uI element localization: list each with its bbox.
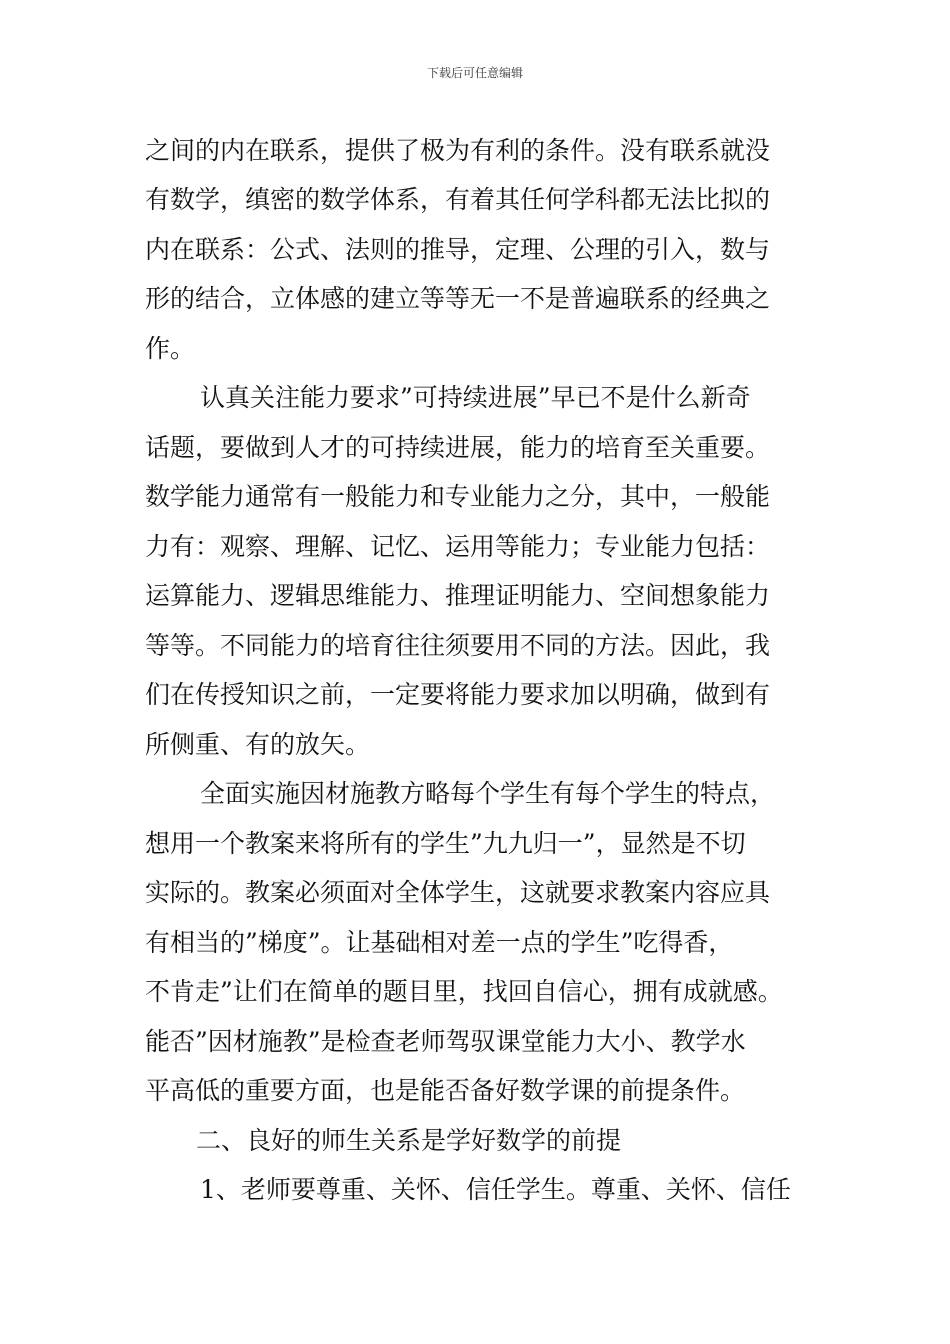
paragraph-start-line: 认真关注能力要求”可持续进展”早已不是什么新奇: [200, 383, 751, 412]
text-line: 话题，要做到人才的可持续进展，能力的培育至关重要。: [145, 433, 771, 462]
text-line: 之间的内在联系，提供了极为有利的条件。没有联系就没: [145, 136, 771, 165]
text-line: 形的结合，立体感的建立等等无一不是普遍联系的经典之: [145, 284, 771, 313]
text-line: 等等。不同能力的培育往往须要用不同的方法。因此，我: [145, 631, 771, 660]
text-line: 所侧重、有的放矢。: [145, 730, 371, 759]
paragraph-start-line: 1、老师要尊重、关怀、信任学生。尊重、关怀、信任: [200, 1175, 791, 1204]
page-header: 下载后可任意编辑: [426, 66, 523, 80]
section-heading: 二、良好的师生关系是学好数学的前提: [196, 1126, 622, 1155]
text-line: 力有：观察、理解、记忆、运用等能力；专业能力包括：: [145, 532, 771, 561]
text-line: 运算能力、逻辑思维能力、推理证明能力、空间想象能力: [145, 581, 771, 610]
text-line: 作。: [145, 334, 196, 363]
text-line: 不肯走”让们在简单的题目里，找回自信心，拥有成就感。: [145, 977, 783, 1006]
text-line: 想用一个教案来将所有的学生”九九归一”，显然是不切: [145, 829, 746, 858]
text-line: 数学能力通常有一般能力和专业能力之分，其中，一般能: [145, 482, 771, 511]
text-line: 们在传授知识之前，一定要将能力要求加以明确，做到有: [145, 680, 771, 709]
text-line: 有相当的”梯度”。让基础相对差一点的学生”吃得香，: [145, 928, 734, 957]
text-line: 平高低的重要方面，也是能否备好数学课的前提条件。: [145, 1076, 746, 1105]
text-line: 有数学，缜密的数学体系，有着其任何学科都无法比拟的: [145, 185, 771, 214]
text-line: 内在联系：公式、法则的推导，定理、公理的引入，数与: [145, 235, 771, 264]
text-line: 能否”因材施教”是检查老师驾驭课堂能力大小、教学水: [145, 1027, 746, 1056]
paragraph-start-line: 全面实施因材施教方略每个学生有每个学生的特点，: [200, 779, 776, 808]
text-line: 实际的。教案必须面对全体学生，这就要求教案内容应具: [145, 878, 771, 907]
